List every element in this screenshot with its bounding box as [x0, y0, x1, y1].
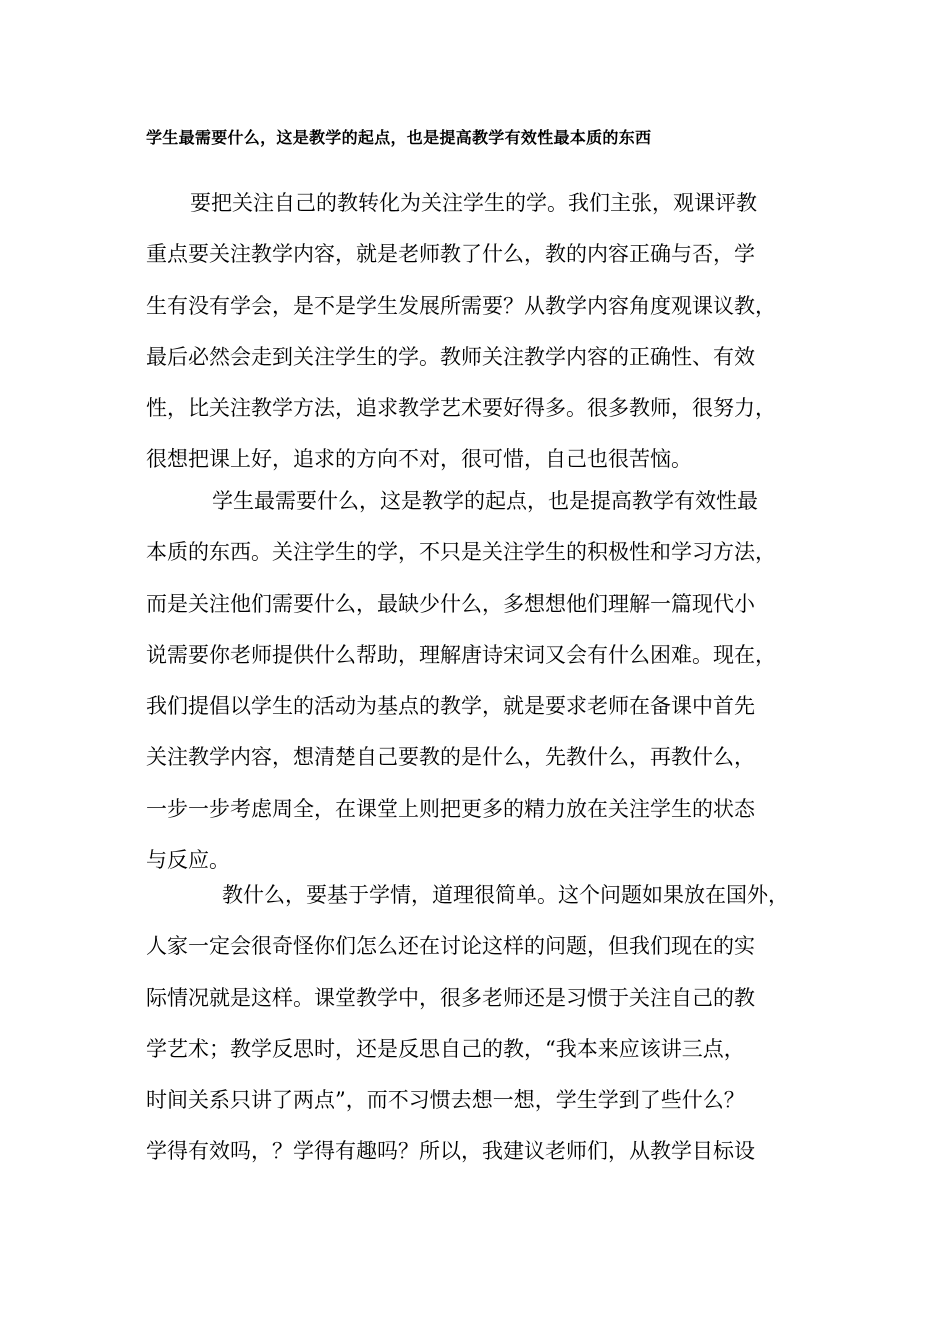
document-title: 学生最需要什么，这是教学的起点，也是提高教学有效性最本质的东西: [146, 128, 652, 147]
paragraph-3: [146, 870, 846, 1178]
text-line: 很想把课上好，追求的方向不对，很可惜，自己也很苦恼。: [146, 447, 692, 472]
text-line: 本质的东西。关注学生的学，不只是关注学生的积极性和学习方法，: [146, 540, 776, 565]
paragraph-2: [146, 476, 846, 886]
text-line: 时间关系只讲了两点”，而不习惯去想一想，学生学到了些什么？: [146, 1088, 745, 1113]
text-line: 际情况就是这样。课堂教学中，很多老师还是习惯于关注自己的教: [146, 985, 755, 1010]
text-line: 学得有效吗，？学得有趣吗？所以，我建议老师们，从教学目标设: [146, 1139, 755, 1164]
text-line: 学生最需要什么，这是教学的起点，也是提高教学有效性最: [212, 489, 758, 513]
text-line: 学艺术；教学反思时，还是反思自己的教，“我本来应该讲三点，: [146, 1036, 745, 1061]
paragraph-1: [146, 178, 846, 486]
text-line: 关注教学内容，想清楚自己要教的是什么，先教什么，再教什么，: [146, 745, 755, 770]
text-line: 重点要关注教学内容，就是老师教了什么，教的内容正确与否，学: [146, 242, 755, 267]
text-line: 人家一定会很奇怪你们怎么还在讨论这样的问题，但我们现在的实: [146, 934, 755, 959]
text-line: 生有没有学会，是不是学生发展所需要？从教学内容角度观课议教，: [146, 293, 776, 318]
text-line: 要把关注自己的教转化为关注学生的学。我们主张，观课评教: [190, 191, 757, 215]
text-line: 教什么，要基于学情，道理很简单。这个问题如果放在国外，: [222, 883, 789, 907]
text-line: 性，比关注教学方法，追求教学艺术要好得多。很多教师，很努力，: [146, 396, 776, 421]
text-line: 而是关注他们需要什么，最缺少什么，多想想他们理解一篇现代小: [146, 591, 755, 616]
text-line: 我们提倡以学生的活动为基点的教学，就是要求老师在备课中首先: [146, 694, 755, 719]
text-line: 最后必然会走到关注学生的学。教师关注教学内容的正确性、有效: [146, 344, 755, 369]
text-line: 一步一步考虑周全，在课堂上则把更多的精力放在关注学生的状态: [146, 796, 755, 821]
text-line: 与反应。: [146, 848, 230, 873]
text-line: 说需要你老师提供什么帮助，理解唐诗宋词又会有什么困难。现在，: [146, 642, 776, 667]
